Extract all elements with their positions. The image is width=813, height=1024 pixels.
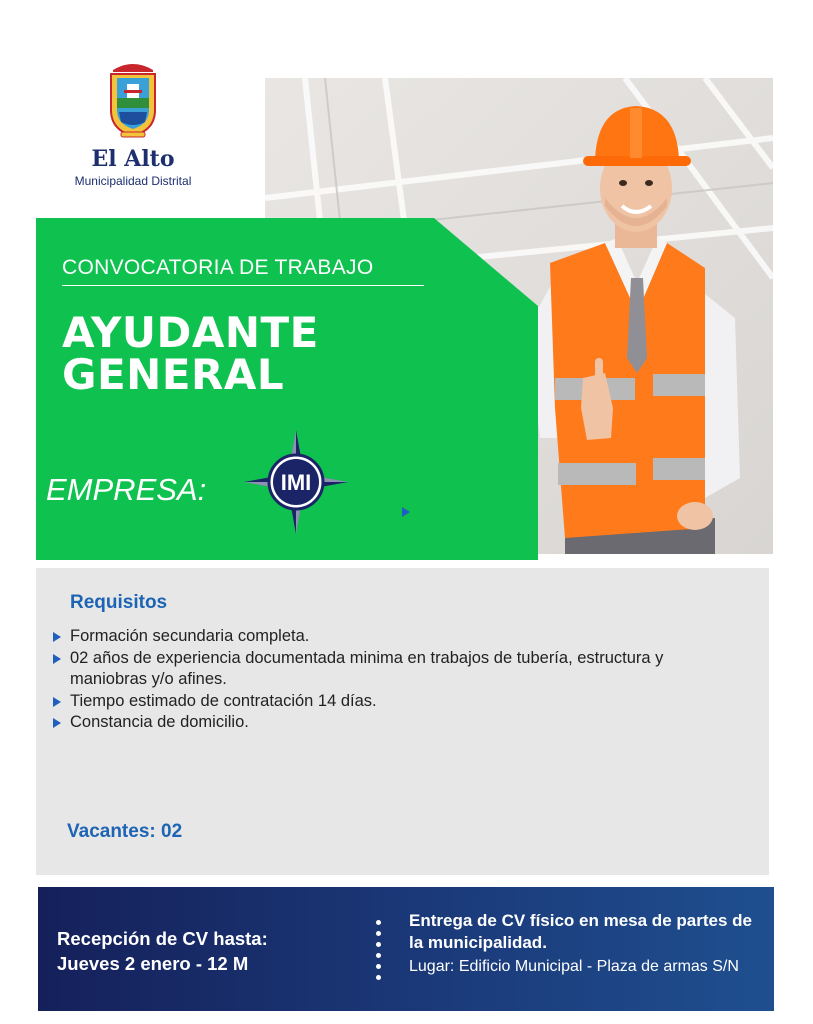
bullet-triangle-icon xyxy=(53,654,61,664)
bullet-triangle-icon xyxy=(53,697,61,707)
list-item xyxy=(52,626,742,648)
kicker-underline xyxy=(62,285,424,286)
job-title-line-1: AYUDANTE xyxy=(62,308,319,357)
imi-logo-text: IMI xyxy=(280,470,312,495)
bullet-triangle-icon xyxy=(53,718,61,728)
cv-deadline-line-1: Recepción de CV hasta: xyxy=(57,928,268,949)
list-item xyxy=(52,648,742,691)
cv-location: Lugar: Edificio Municipal - Plaza de armas S/N xyxy=(409,958,739,975)
requirement-text: Tiempo estimado de contratación 14 días. xyxy=(70,691,377,710)
cv-deadline-line-2: Jueves 2 enero - 12 M xyxy=(57,953,249,974)
triangle-marker-icon xyxy=(402,507,410,517)
coat-of-arms-icon xyxy=(107,60,159,140)
job-title-line-2: GENERAL xyxy=(62,350,285,399)
requirements-list xyxy=(52,626,742,734)
list-item xyxy=(52,691,742,713)
call-kicker: CONVOCATORIA DE TRABAJO xyxy=(62,256,374,279)
requirement-text: Constancia de domicilio. xyxy=(70,713,249,731)
cv-deadline xyxy=(57,926,268,976)
list-item xyxy=(52,712,742,734)
municipality-logo xyxy=(58,60,208,200)
requirement-text: 02 años de experiencia documentada minima en trabajos de tubería, estructura y maniobras y/o afines. xyxy=(70,648,664,688)
job-title xyxy=(62,308,319,399)
bullet-triangle-icon xyxy=(53,632,61,642)
requirements-title: Requisitos xyxy=(70,592,168,613)
company-label: EMPRESA: xyxy=(46,472,207,507)
dotted-divider xyxy=(376,920,384,986)
requirement-text: Formación secundaria completa. xyxy=(70,627,310,645)
vacancies: Vacantes: 02 xyxy=(67,821,183,842)
brand-name: El Alto xyxy=(91,146,175,172)
brand-subtitle: Municipalidad Distrital xyxy=(74,174,192,188)
imi-company-logo xyxy=(244,430,348,534)
cv-delivery: Entrega de CV físico en mesa de partes de la municipalidad. xyxy=(409,911,752,952)
